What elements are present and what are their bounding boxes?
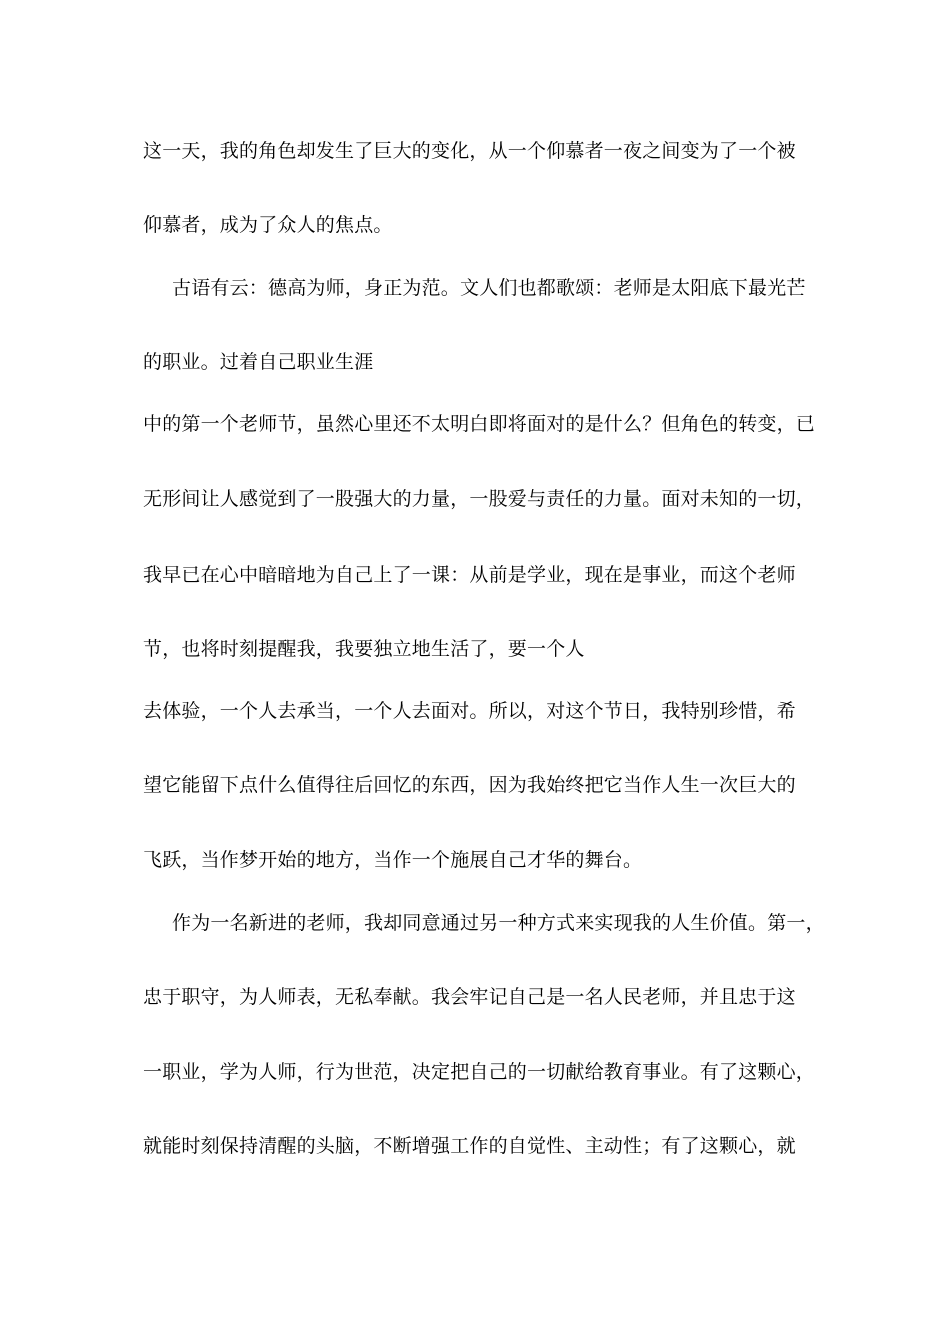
text-line: 一职业，学为人师，行为世范，决定把自己的一切献给教育事业。有了这颗心， [143,1061,816,1083]
text-line: 飞跃，当作梦开始的地方，当作一个施展自己才华的舞台。 [143,849,643,871]
text-line: 节，也将时刻提醒我，我要独立地生活了，要一个人 [143,638,585,660]
text-line: 就能时刻保持清醒的头脑，不断增强工作的自觉性、主动性；有了这颗心，就 [143,1135,796,1157]
paragraph-start-line: 作为一名新进的老师，我却同意通过另一种方式来实现我的人生价值。第一， [172,912,825,934]
text-line: 望它能留下点什么值得往后回忆的东西，因为我始终把它当作人生一次巨大的 [143,774,796,796]
text-line: 无形间让人感觉到了一股强大的力量，一股爱与责任的力量。面对未知的一切， [143,488,816,510]
text-line: 忠于职守，为人师表，无私奉献。我会牢记自己是一名人民老师，并且忠于这 [143,986,796,1008]
text-line: 这一天，我的角色却发生了巨大的变化，从一个仰慕者一夜之间变为了一个被 [143,140,796,162]
text-line: 仰慕者，成为了众人的焦点。 [143,214,393,236]
text-line: 我早已在心中暗暗地为自己上了一课：从前是学业，现在是事业，而这个老师 [143,564,796,586]
paragraph-start-line: 古语有云：德高为师，身正为范。文人们也都歌颂：老师是太阳底下最光芒 [172,277,806,299]
text-line: 的职业。过着自己职业生涯 [143,351,374,373]
text-line: 去体验，一个人去承当，一个人去面对。所以，对这个节日，我特别珍惜，希 [143,700,796,722]
text-line: 中的第一个老师节，虽然心里还不太明白即将面对的是什么？但角色的转变，已 [143,413,816,435]
